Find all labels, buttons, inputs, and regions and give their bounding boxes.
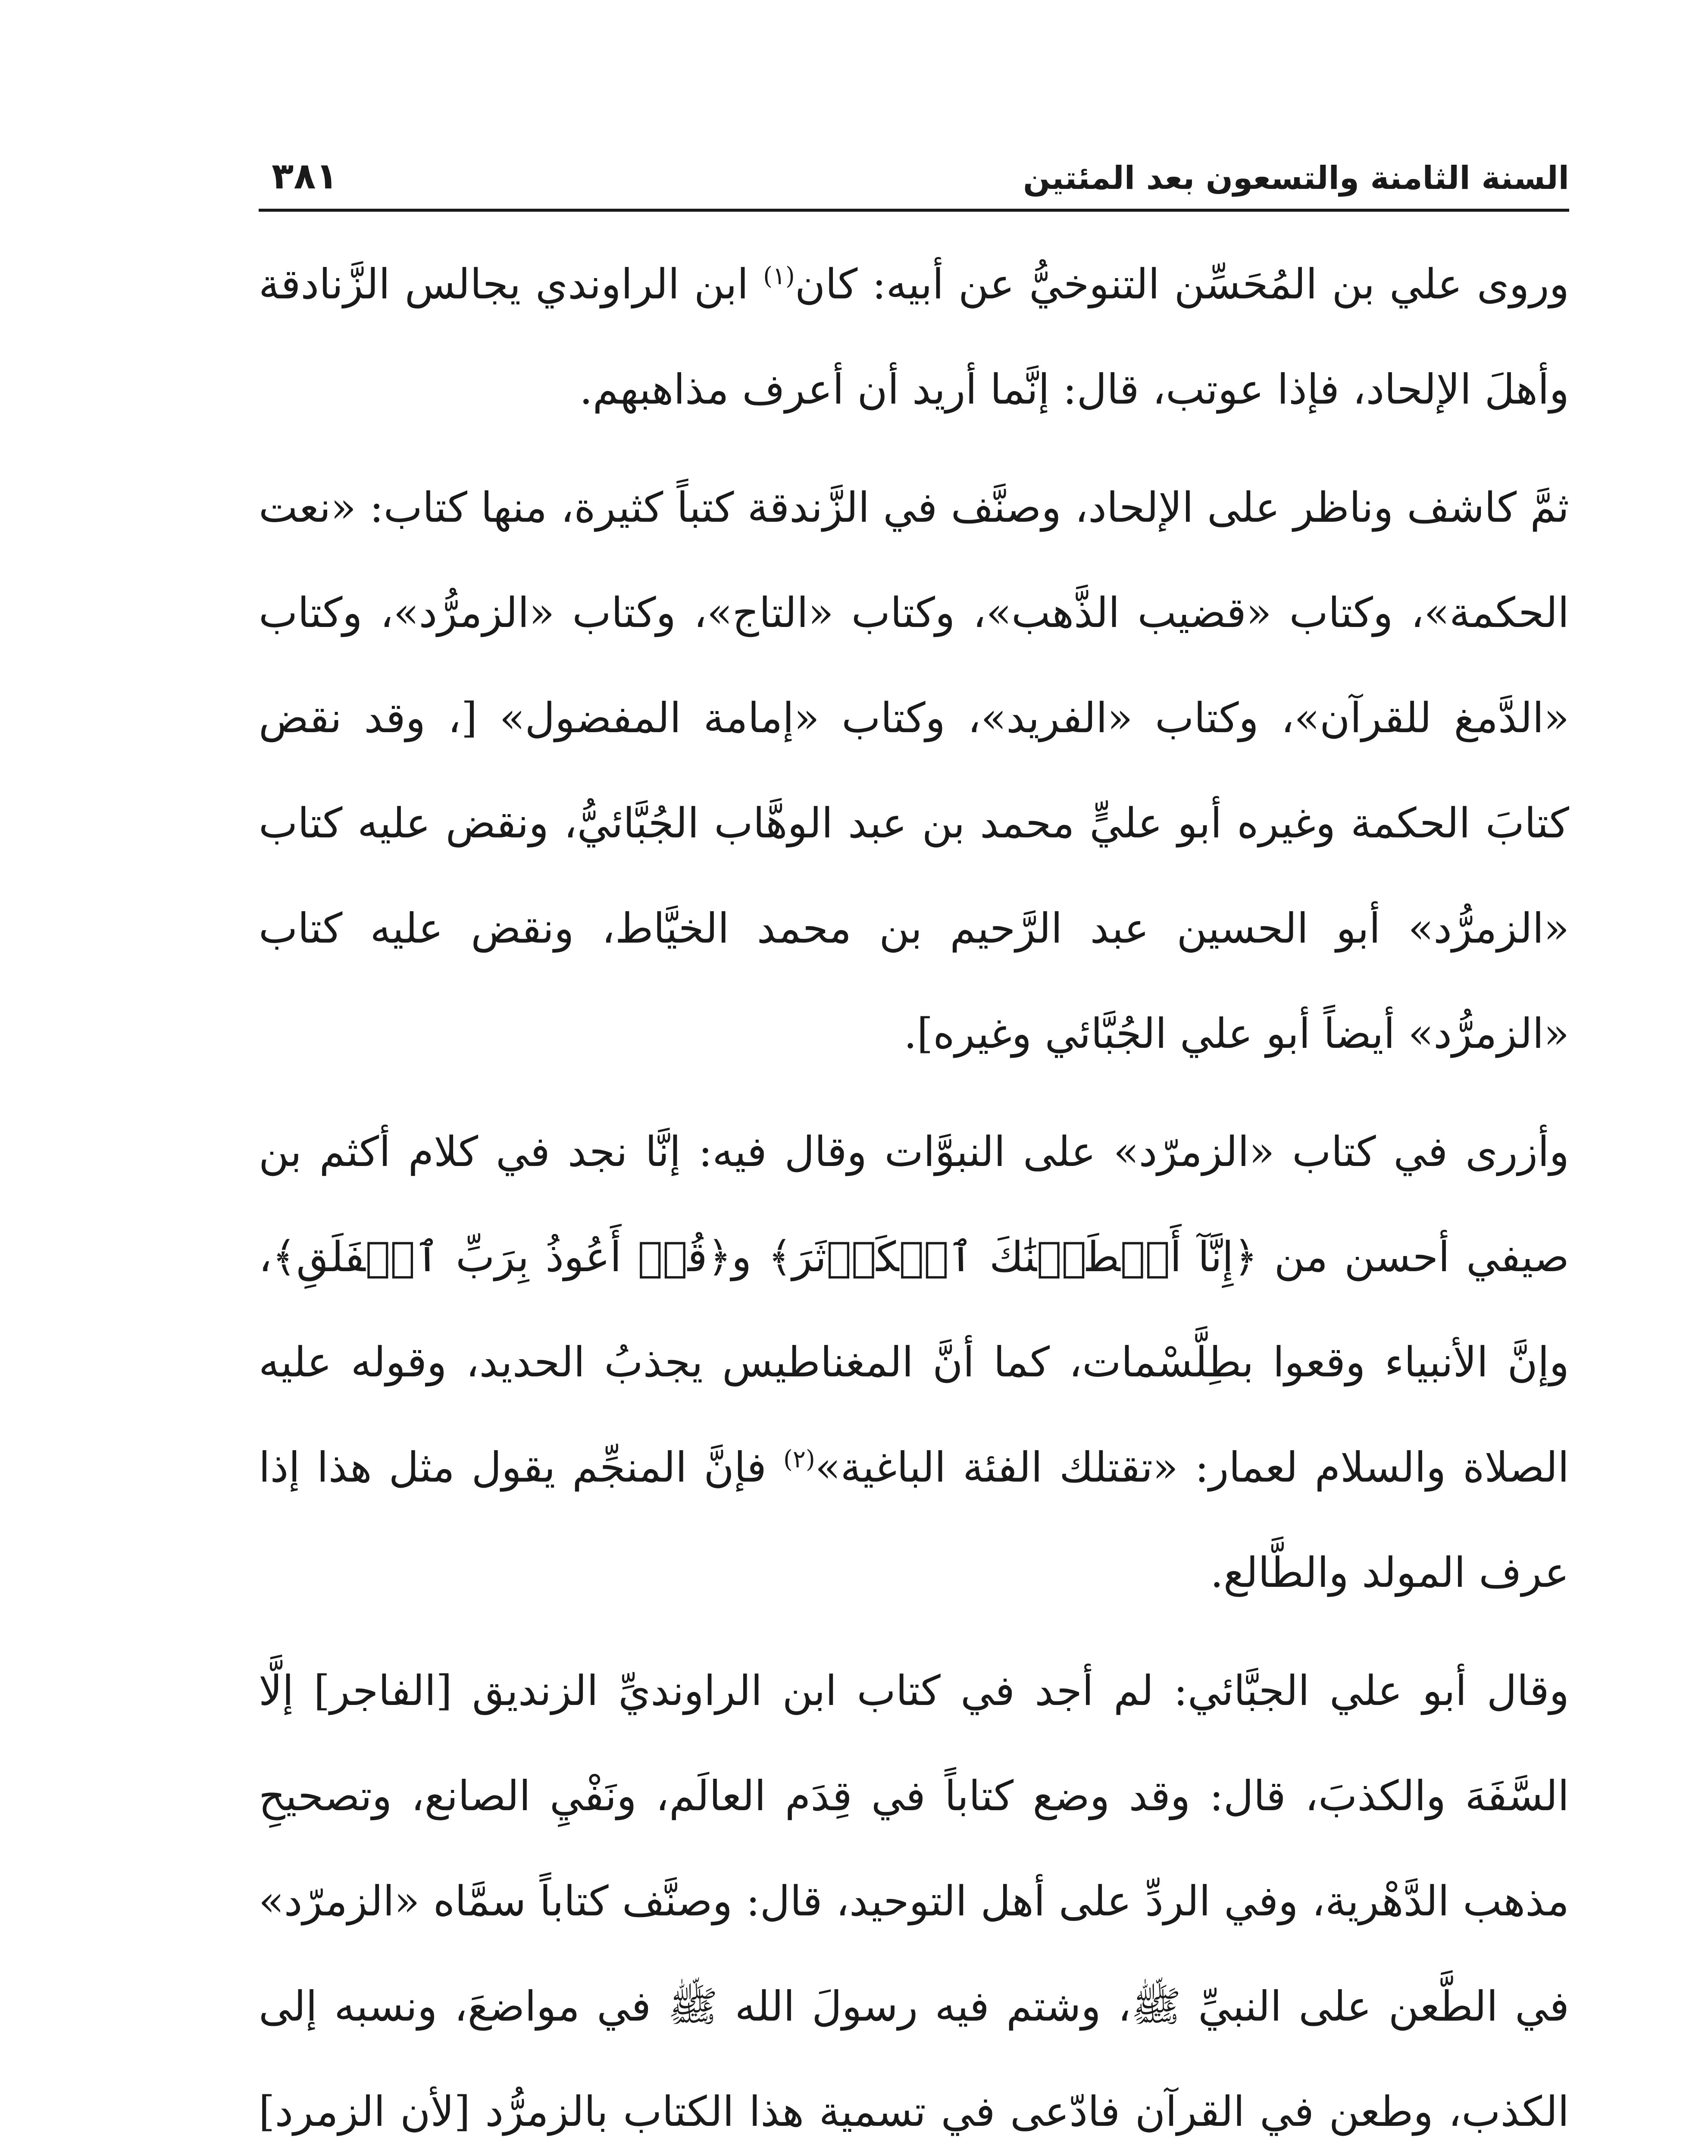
running-title: السنة الثامنة والتسعون بعد المئتين [1023,160,1569,197]
paragraph-text: ابن الراوندي يجالس الزَّنادقة وأهلَ الإلحاد، فإذا عوتب، قال: إنَّما أريد أن أعرف مذاهبهم. [259,260,1569,414]
paragraph-2 [259,455,1569,1086]
paragraph-3 [259,1099,1569,1625]
book-page [259,121,1569,2156]
page-header [259,121,1569,212]
paragraph-text: وروى علي بن المُحَسِّن التنوخيُّ عن أبيه: كان [795,260,1570,308]
page-number: ٣٨١ [272,155,338,197]
footnote-ref-2: (٢) [783,1445,815,1473]
paragraph-text: فإنَّ المنجِّم يقول مثل هذا إذا عرف المولد والطَّالع. [259,1443,1569,1597]
paragraph-text: وأزرى في كتاب «الزمرّد» على النبوَّات وقال فيه: إنَّا نجد في كلام أكثم بن صيفي أحسن من ﴿إِنَّآ أَعۡطَيۡنَٰكَ ٱلۡكَوۡثَرَ﴾ و﴿قُلۡ أَعُوذُ بِرَبِّ ٱلۡفَلَقِ﴾، وإنَّ الأنبياء وقعوا بطِلَّسْمات، كما أنَّ المغناطيس يجذبُ الحديد، وقوله عليه الصلاة والسلام لعمار: «تقتلك الفئة الباغية» [259,1128,1570,1492]
main-text [259,232,1569,2156]
paragraph-text: وقال أبو علي الجبَّائي: لم أجد في كتاب ابن الراونديِّ الزنديق [الفاجر] إلَّا السَّفَهَ والكذبَ، قال: وقد وضع كتاباً في قِدَم العالَم، ونَفْيِ الصانع، وتصحيحِ مذهب الدَّهْرية، وفي الردِّ على أهل التوحيد، قال: وصنَّف كتاباً سمَّاه «الزمرّد» في الطَّعن على النبيِّ ﷺ، وشتم فيه رسولَ الله ﷺ في مواضعَ، ونسبه إلى الكذب، وطعن في القرآن فادّعى في تسمية هذا الكتاب بالزمرُّد [لأن الزمرد] [259,1667,1570,2136]
footnote-ref-1: (١) [763,262,795,290]
paragraph-4 [259,1638,1569,2156]
paragraph-text: ثمَّ كاشف وناظر على الإلحاد، وصنَّف في الزَّندقة كتباً كثيرة، منها كتاب: «نعت الحكمة»، وكتاب «قضيب الذَّهب»، وكتاب «التاج»، وكتاب «الزمرُّد»، وكتاب «الدَّمغ للقرآن»، وكتاب «الفريد»، وكتاب «إمامة المفضول» [، وقد نقض كتابَ الحكمة وغيره أبو عليٍّ محمد بن عبد الوهَّاب الجُبَّائيُّ، ونقض عليه كتاب «الزمرُّد» أبو الحسين عبد الرَّحيم بن محمد الخيَّاط، ونقض عليه كتاب «الزمرُّد» أيضاً أبو علي الجُبَّائي وغيره]. [259,483,1569,1058]
paragraph-1 [259,232,1569,442]
